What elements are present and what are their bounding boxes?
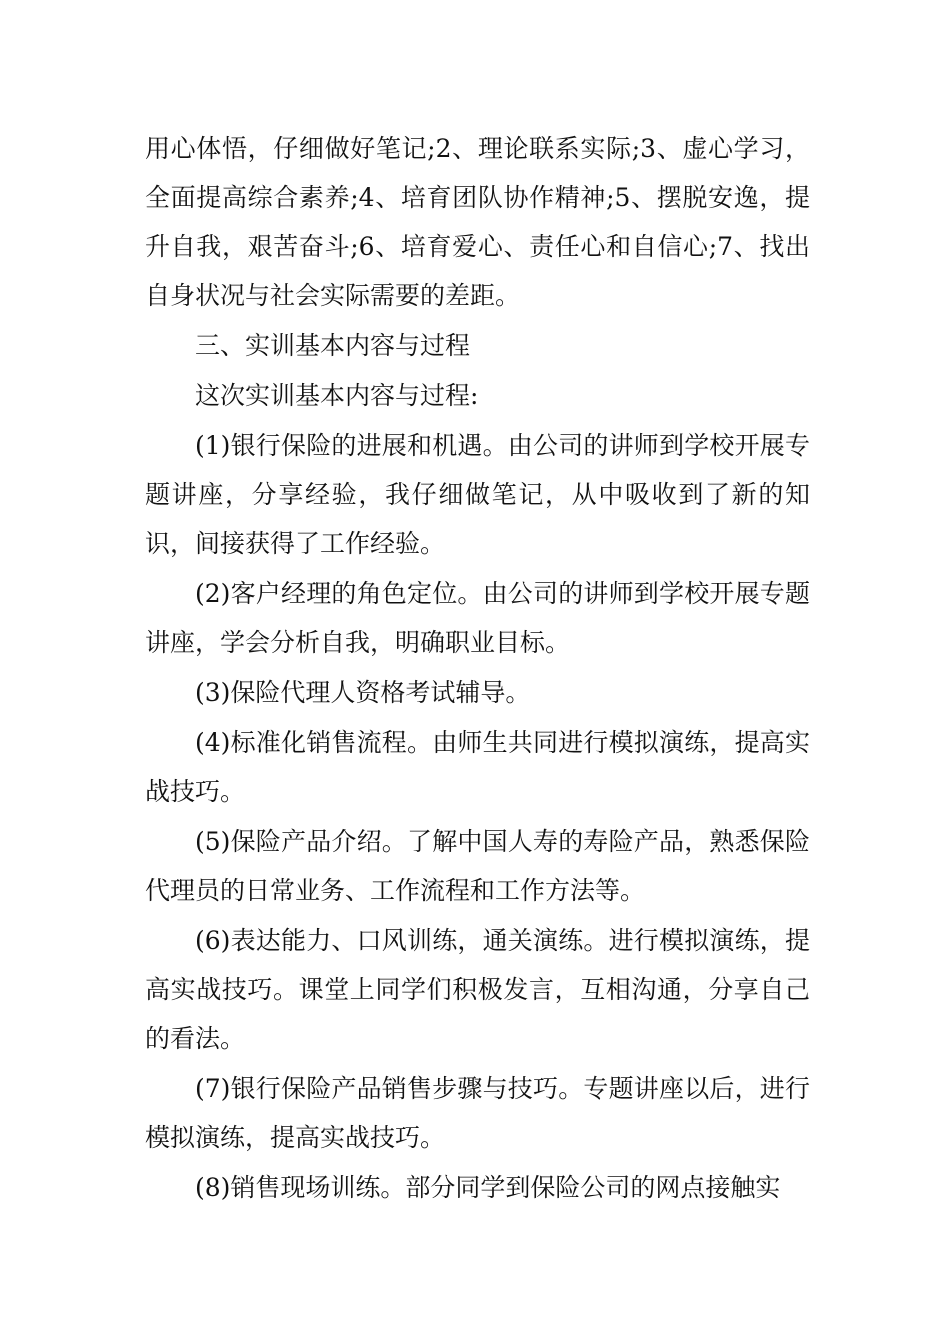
document-body: [145, 124, 810, 1212]
list-item-8: (8)销售现场训练。部分同学到保险公司的网点接触实: [195, 1173, 781, 1202]
paragraph-intro: 这次实训基本内容与过程:: [195, 381, 479, 410]
list-item-3: (3)保险代理人资格考试辅导。: [195, 678, 531, 707]
paragraph-continued: 用心体悟，仔细做好笔记;2、理论联系实际;3、虚心学习，全面提高综合素养;4、培育团队协作精神;5、摆脱安逸，提升自我，艰苦奋斗;6、培育爱心、责任心和自信心;7、找出自身状况与社会实际需要的差距。: [145, 134, 810, 310]
section-heading: 三、实训基本内容与过程: [195, 331, 471, 360]
list-item-7: (7)银行保险产品销售步骤与技巧。专题讲座以后，进行模拟演练，提高实战技巧。: [145, 1074, 810, 1152]
list-item-2: (2)客户经理的角色定位。由公司的讲师到学校开展专题讲座，学会分析自我，明确职业目标。: [145, 579, 810, 657]
list-item-1: (1)银行保险的进展和机遇。由公司的讲师到学校开展专题讲座，分享经验，我仔细做笔记，从中吸收到了新的知识，间接获得了工作经验。: [145, 431, 810, 558]
list-item-5: (5)保险产品介绍。了解中国人寿的寿险产品，熟悉保险代理员的日常业务、工作流程和工作方法等。: [145, 827, 810, 905]
list-item-6: (6)表达能力、口风训练，通关演练。进行模拟演练，提高实战技巧。课堂上同学们积极发言，互相沟通，分享自己的看法。: [145, 926, 810, 1053]
list-item-4: (4)标准化销售流程。由师生共同进行模拟演练，提高实战技巧。: [145, 728, 810, 806]
